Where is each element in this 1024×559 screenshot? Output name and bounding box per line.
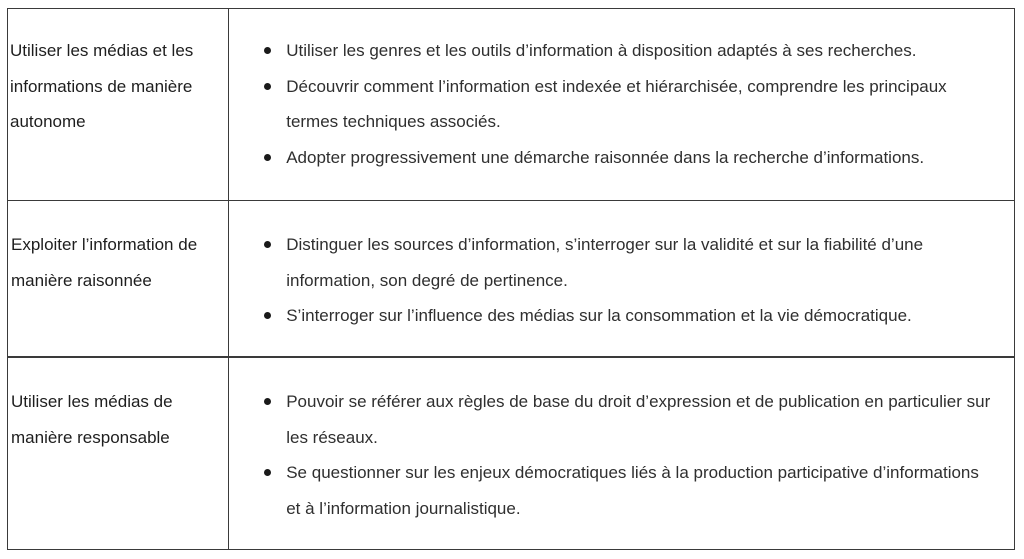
- list-item-text: Distinguer les sources d’information, s’interroger sur la validité et sur la fiabilité d’une information, son degré de pertinence.: [286, 235, 924, 290]
- list-item: [229, 298, 1014, 334]
- list-item-text: S’interroger sur l’influence des médias sur la consommation et la vie démocratique.: [286, 306, 912, 325]
- bullet-icon: [264, 154, 271, 161]
- bullet-list: [229, 9, 1014, 175]
- items-cell: [229, 357, 1015, 550]
- competence-cell: [8, 9, 229, 201]
- list-item: [229, 455, 1014, 526]
- competence-label: Utiliser les médias de manière responsable: [11, 392, 173, 447]
- list-item-text: Pouvoir se référer aux règles de base du droit d’expression et de publication en particulier sur les réseaux.: [286, 392, 991, 447]
- list-item: [229, 140, 1014, 176]
- competence-label: Utiliser les médias et les informations de manière autonome: [10, 41, 194, 131]
- items-cell: [229, 201, 1015, 358]
- competence-table: [7, 8, 1015, 550]
- bullet-icon: [264, 469, 271, 476]
- table-row: [8, 357, 1015, 550]
- competence-label: Exploiter l’information de manière raisonnée: [11, 235, 198, 290]
- bullet-list: [229, 358, 1014, 526]
- list-item: [229, 384, 1014, 455]
- list-item: [229, 33, 1014, 69]
- competence-cell: [8, 201, 229, 358]
- bullet-icon: [264, 312, 271, 319]
- items-cell: [229, 9, 1015, 201]
- table-row: [8, 201, 1015, 358]
- list-item-text: Découvrir comment l’information est indexée et hiérarchisée, comprendre les principaux termes techniques associés.: [286, 76, 947, 131]
- list-item-text: Adopter progressivement une démarche raisonnée dans la recherche d’informations.: [286, 147, 925, 167]
- list-item: [229, 227, 1014, 298]
- bullet-list: [229, 201, 1014, 334]
- list-item-text: Se questionner sur les enjeux démocratiques liés à la production participative d’informations et à l’information journalistique.: [286, 463, 979, 518]
- table-row: [8, 9, 1015, 201]
- list-item-text: Utiliser les genres et les outils d’information à disposition adaptés à ses recherches.: [286, 41, 917, 60]
- bullet-icon: [264, 241, 271, 248]
- competence-cell: [8, 357, 229, 550]
- bullet-icon: [264, 47, 271, 54]
- bullet-icon: [264, 398, 271, 405]
- bullet-icon: [264, 83, 271, 90]
- list-item: [229, 69, 1014, 140]
